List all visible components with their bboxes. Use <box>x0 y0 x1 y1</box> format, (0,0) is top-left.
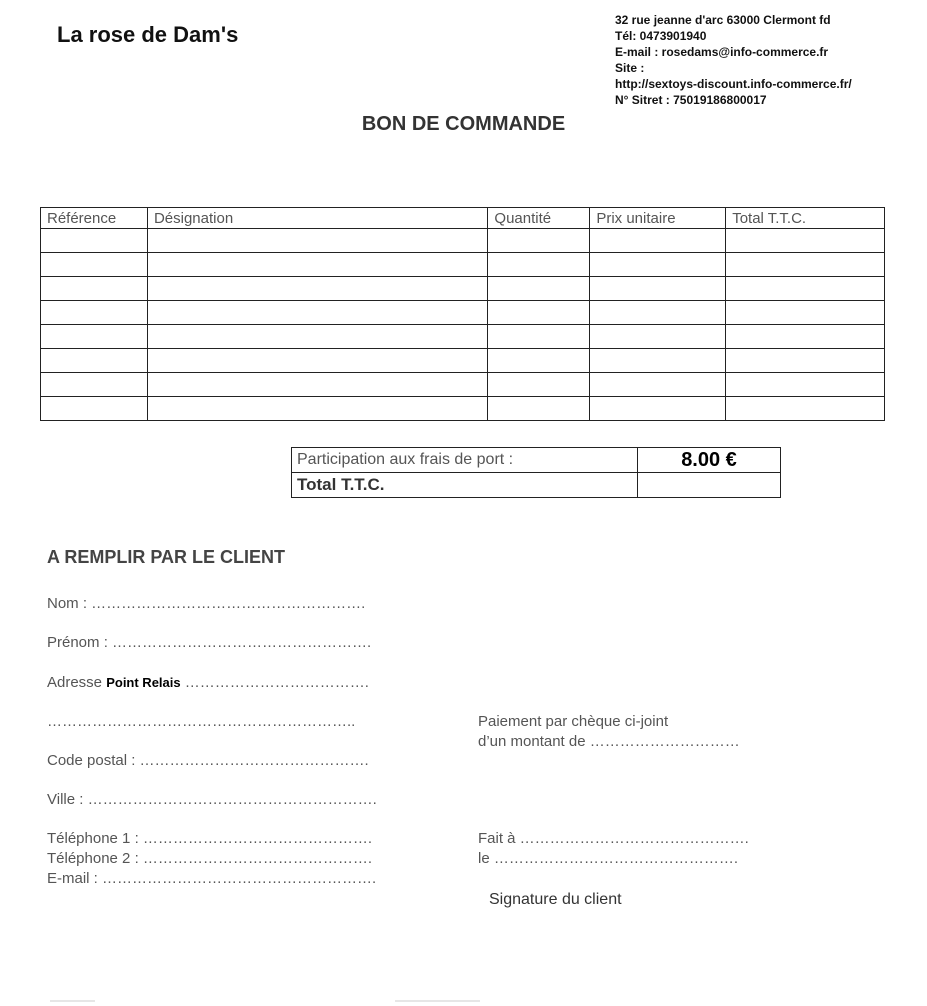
signature-label: Signature du client <box>489 891 622 908</box>
company-site-url: http://sextoys-discount.info-commerce.fr/ <box>615 77 852 91</box>
table-cell[interactable] <box>488 301 590 325</box>
table-row <box>41 349 885 373</box>
table-cell[interactable] <box>726 397 885 421</box>
company-info <box>615 12 852 108</box>
adresse-label: Adresse <box>47 674 103 691</box>
table-cell[interactable] <box>147 229 487 253</box>
table-cell[interactable] <box>726 301 885 325</box>
adresse-line2-field[interactable]: …………………………………………………….. <box>47 713 356 730</box>
table-cell[interactable] <box>147 325 487 349</box>
cut-off-mark <box>395 1000 480 1002</box>
table-cell[interactable] <box>590 373 726 397</box>
table-row <box>41 397 885 421</box>
shipping-row <box>292 448 781 473</box>
table-cell[interactable] <box>41 373 148 397</box>
table-cell[interactable] <box>590 229 726 253</box>
adresse-dots: ………………………………. <box>184 674 369 691</box>
table-cell[interactable] <box>41 301 148 325</box>
table-row <box>41 277 885 301</box>
table-cell[interactable] <box>590 397 726 421</box>
table-cell[interactable] <box>590 277 726 301</box>
table-cell[interactable] <box>726 325 885 349</box>
table-cell[interactable] <box>488 229 590 253</box>
table-cell[interactable] <box>488 253 590 277</box>
table-cell[interactable] <box>488 349 590 373</box>
total-row <box>292 473 781 498</box>
table-cell[interactable] <box>726 253 885 277</box>
column-header-quantite: Quantité <box>488 208 590 229</box>
table-cell[interactable] <box>41 397 148 421</box>
column-header-prix-unitaire: Prix unitaire <box>590 208 726 229</box>
table-row <box>41 325 885 349</box>
column-header-total-ttc: Total T.T.C. <box>726 208 885 229</box>
adresse-field[interactable] <box>47 674 369 691</box>
adresse-point-relais: Point Relais <box>106 675 181 690</box>
nom-field[interactable]: Nom : ………………………………………………. <box>47 595 366 612</box>
table-cell[interactable] <box>726 349 885 373</box>
table-cell[interactable] <box>726 373 885 397</box>
code-postal-field[interactable]: Code postal : ………………………………………. <box>47 752 369 769</box>
table-row <box>41 253 885 277</box>
shipping-label: Participation aux frais de port : <box>292 448 638 473</box>
table-cell[interactable] <box>488 325 590 349</box>
table-cell[interactable] <box>488 373 590 397</box>
table-row <box>41 301 885 325</box>
table-cell[interactable] <box>41 229 148 253</box>
page-title: BON DE COMMANDE <box>361 113 566 135</box>
table-cell[interactable] <box>41 349 148 373</box>
table-row <box>41 373 885 397</box>
table-cell[interactable] <box>41 277 148 301</box>
order-table <box>40 207 885 421</box>
company-siret: N° Sitret : 75019186800017 <box>615 93 767 107</box>
date-field[interactable]: le …………………………………………. <box>478 850 739 867</box>
payment-text: Paiement par chèque ci-joint <box>478 713 669 730</box>
table-cell[interactable] <box>147 397 487 421</box>
table-cell[interactable] <box>147 253 487 277</box>
telephone2-field[interactable]: Téléphone 2 : ………………………………………. <box>47 850 373 867</box>
total-ttc-label: Total T.T.C. <box>292 473 638 498</box>
cut-off-mark <box>50 1000 95 1002</box>
table-cell[interactable] <box>147 373 487 397</box>
column-header-reference: Référence <box>41 208 148 229</box>
prenom-field[interactable]: Prénom : ……………………………………………. <box>47 634 372 651</box>
totals-table <box>291 447 781 498</box>
table-cell[interactable] <box>590 325 726 349</box>
order-table-header <box>41 208 885 229</box>
company-phone: Tél: 0473901940 <box>615 29 707 43</box>
shipping-value: 8.00 € <box>638 448 781 473</box>
table-cell[interactable] <box>488 397 590 421</box>
email-field[interactable]: E-mail : ………………………………………………. <box>47 870 377 887</box>
telephone1-field[interactable]: Téléphone 1 : ………………………………………. <box>47 830 373 847</box>
shop-name: La rose de Dam's <box>57 22 239 47</box>
company-site-label: Site : <box>615 61 645 75</box>
table-row <box>41 229 885 253</box>
table-cell[interactable] <box>488 277 590 301</box>
table-cell[interactable] <box>147 277 487 301</box>
table-cell[interactable] <box>726 277 885 301</box>
table-cell[interactable] <box>590 349 726 373</box>
table-cell[interactable] <box>147 301 487 325</box>
company-email: E-mail : rosedams@info-commerce.fr <box>615 45 829 59</box>
table-cell[interactable] <box>590 253 726 277</box>
company-address: 32 rue jeanne d'arc 63000 Clermont fd <box>615 13 831 27</box>
ville-field[interactable]: Ville : …………………………………………………. <box>47 791 377 808</box>
fait-a-field[interactable]: Fait à ………………………………………. <box>478 830 749 847</box>
payment-amount-field[interactable]: d’un montant de ………………………… <box>478 733 740 750</box>
table-cell[interactable] <box>590 301 726 325</box>
table-cell[interactable] <box>41 325 148 349</box>
table-cell[interactable] <box>41 253 148 277</box>
table-cell[interactable] <box>726 229 885 253</box>
total-ttc-value[interactable] <box>638 473 781 498</box>
table-cell[interactable] <box>147 349 487 373</box>
client-section-heading: A REMPLIR PAR LE CLIENT <box>47 547 285 567</box>
column-header-designation: Désignation <box>147 208 487 229</box>
